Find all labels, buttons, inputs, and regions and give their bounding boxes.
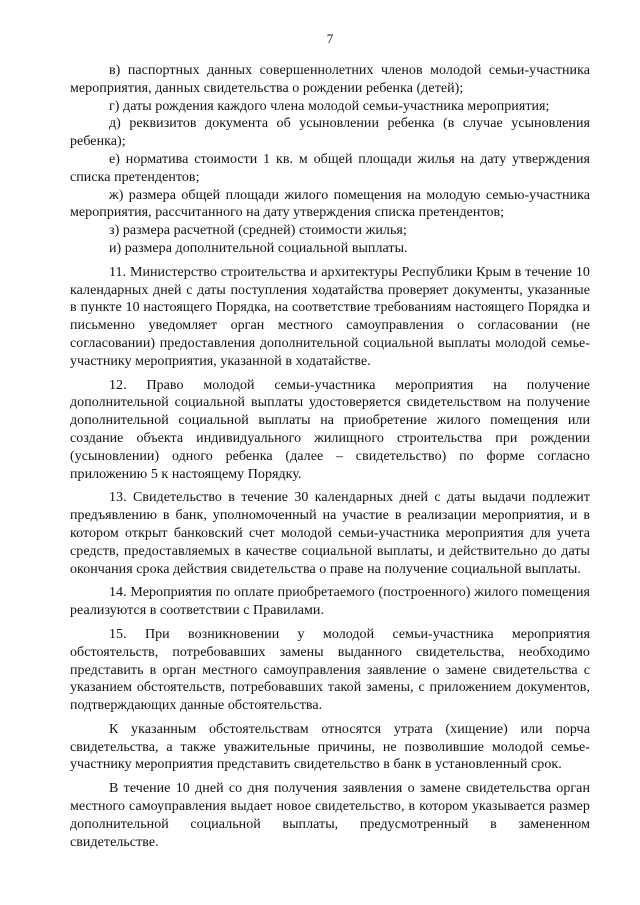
paragraph-clause-12: 12. Право молодой семьи-участника мероприятия на получение дополнительной социальной выплаты удостоверяется свидетельством на получение дополнительной социальной выплаты на приобретение жилого помещения или создание объекта индивидуального жилищного строительства при рождении (усыновлении) одного ребенка (далее – свидетельство) по форме согласно приложению 5 к настоящему Порядку. [70, 377, 590, 482]
paragraph-adoption-document: д) реквизитов документа об усыновлении ребенка (в случае усыновления ребенка); [70, 116, 590, 150]
paragraph-estimated-cost: з) размера расчетной (средней) стоимости жилья; [109, 223, 407, 239]
paragraph-living-area: ж) размера общей площади жилого помещения на молодую семью-участника мероприятия, рассчитанного на дату утверждения списка претендентов; [70, 187, 590, 221]
page-number: 7 [326, 31, 334, 46]
paragraph-clause-14: 14. Мероприятия по оплате приобретаемого (построенного) жилого помещения реализуются в соответствии с Правилами. [70, 585, 590, 619]
paragraph-clause-15: 15. При возникновении у молодой семьи-участника мероприятия обстоятельств, потребовавших замены выданного свидетельства, необходимо представить в орган местного самоуправления заявление о замене свидетельства с указанием обстоятельств, потребовавших такой замены, с приложением документов, подтверждающих данные обстоятельства. [70, 626, 590, 714]
document-page [70, 0, 590, 905]
paragraph-birth-dates: г) даты рождения каждого члена молодой семьи-участника мероприятия; [109, 98, 550, 114]
paragraph-passport-data: в) паспортных данных совершеннолетних членов молодой семьи-участника мероприятия, данных свидетельства о рождении ребенка (детей); [70, 63, 590, 96]
paragraph-clause-11: 11. Министерство строительства и архитектуры Республики Крым в течение 10 календарных дней с даты поступления ходатайства проверяет документы, указанные в пункте 10 настоящего Порядка, на соответствие требованиям настоящего Порядка и письменно уведомляет орган местного самоуправления о согласовании (не согласовании) предоставления дополнительной социальной выплаты молодой семье-участнику мероприятия, указанной в ходатайстве. [70, 264, 590, 369]
document-body [70, 62, 590, 851]
paragraph-cost-standard: е) норматива стоимости 1 кв. м общей площади жилья на дату утверждения списка претендентов; [70, 151, 590, 185]
paragraph-clause-13: 13. Свидетельство в течение 30 календарных дней с даты выдачи подлежит предъявлению в банк, уполномоченный на участие в реализации мероприятия, и в котором открыт банковский счет молодой семьи-участника мероприятия для учета средств, предоставляемых в качестве социальной выплаты, и действительно до даты окончания срока действия свидетельства о праве на получение социальной выплаты. [70, 490, 590, 577]
paragraph-replacement-term: В течение 10 дней со дня получения заявления о замене свидетельства орган местного самоуправления выдает новое свидетельство, в котором указывается размер дополнительной социальной выплаты, предусмотренный в замененном свидетельстве. [70, 781, 590, 850]
paragraph-payment-amount: и) размера дополнительной социальной выплаты. [109, 240, 408, 256]
paragraph-circumstances: К указанным обстоятельствам относятся утрата (хищение) или порча свидетельства, а также уважительные причины, не позволившие молодой семье-участнику мероприятия представить свидетельство в банк в установленный срок. [70, 721, 590, 773]
